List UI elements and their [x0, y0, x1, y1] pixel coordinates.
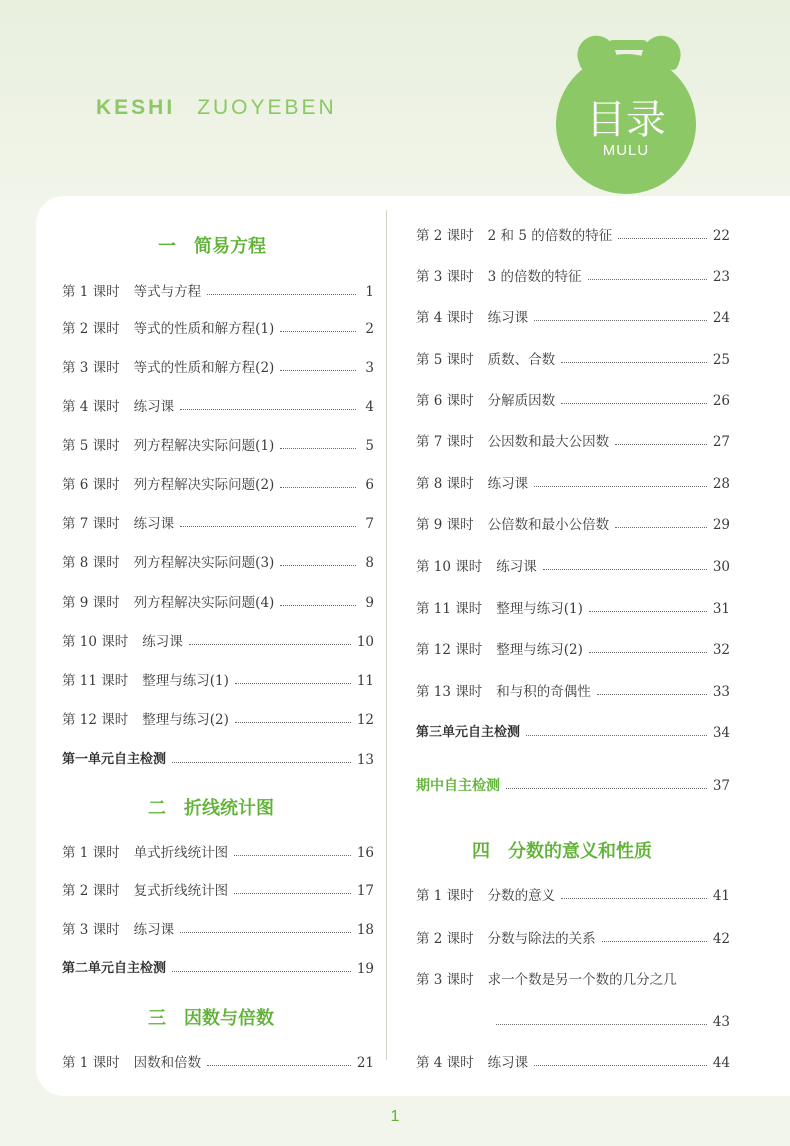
toc-entry[interactable] — [416, 307, 730, 329]
toc-entry[interactable] — [62, 631, 374, 653]
lesson-label: 第 9 课时 — [62, 595, 120, 611]
lesson-topic: 和与积的奇偶性 — [496, 684, 591, 700]
lesson-label: 第 11 课时 — [62, 673, 129, 689]
lesson-topic: 列方程解决实际问题(2) — [133, 477, 275, 493]
lesson-topic: 整理与练习(1) — [142, 673, 229, 689]
page-number: 6 — [365, 477, 374, 493]
page-number: 23 — [712, 269, 730, 285]
page-number: 41 — [712, 888, 730, 904]
toc-entry[interactable] — [62, 842, 374, 864]
toc-entry[interactable] — [416, 473, 730, 495]
lesson-topic: 因数和倍数 — [133, 1055, 202, 1071]
midterm-test-entry[interactable] — [416, 775, 730, 797]
unit-test-entry[interactable] — [62, 958, 374, 980]
lesson-label: 第 12 课时 — [62, 712, 129, 728]
leader-dots — [280, 605, 356, 606]
toc-entry[interactable] — [416, 928, 730, 950]
lesson-topic: 求一个数是另一个数的几分之几 — [487, 972, 677, 988]
toc-entry[interactable] — [62, 880, 374, 902]
lesson-label: 第 1 课时 — [62, 1055, 120, 1071]
toc-entry[interactable] — [416, 1052, 730, 1074]
toc-entry[interactable] — [416, 598, 730, 620]
leader-dots — [561, 403, 707, 404]
leader-dots — [543, 569, 707, 570]
leader-dots — [534, 486, 707, 487]
page-number: 18 — [356, 922, 374, 938]
page-number: 44 — [712, 1055, 730, 1071]
unit-heading-4 — [472, 837, 652, 863]
page-number: 11 — [356, 673, 374, 689]
unit-number: 二 — [148, 798, 166, 819]
lesson-label: 第 2 课时 — [62, 321, 120, 337]
page-number: 8 — [365, 555, 374, 571]
toc-entry[interactable] — [62, 1052, 374, 1074]
leader-dots — [280, 370, 356, 371]
page-number: 31 — [712, 601, 730, 617]
page-number: 27 — [712, 434, 730, 450]
page-number: 5 — [365, 438, 374, 454]
contents-subtitle: MULU — [602, 142, 650, 159]
page-number: 22 — [712, 228, 730, 244]
leader-dots — [589, 652, 707, 653]
page-number: 2 — [365, 321, 374, 337]
lesson-label: 第 3 课时 — [62, 360, 120, 376]
toc-entry[interactable] — [62, 474, 374, 496]
page-number: 16 — [356, 845, 374, 861]
leader-dots — [597, 694, 707, 695]
leader-dots — [172, 971, 351, 972]
unit-title: 折线统计图 — [184, 798, 274, 819]
lesson-label: 第 4 课时 — [62, 399, 120, 415]
lesson-label: 第 1 课时 — [62, 845, 120, 861]
page-number: 32 — [712, 642, 730, 658]
leader-dots — [534, 1065, 707, 1066]
toc-entry[interactable] — [416, 556, 730, 578]
leader-dots — [234, 893, 351, 894]
lesson-label: 第 13 课时 — [416, 684, 483, 700]
lesson-label: 第 8 课时 — [62, 555, 120, 571]
lesson-label: 第 7 课时 — [62, 516, 120, 532]
toc-entry[interactable] — [416, 681, 730, 703]
toc-entry[interactable] — [416, 349, 730, 371]
unit-number: 四 — [472, 841, 490, 862]
toc-entry[interactable] — [62, 357, 374, 379]
column-divider — [386, 210, 387, 1060]
leader-dots — [588, 279, 707, 280]
lesson-label: 第 3 课时 — [62, 922, 120, 938]
lesson-topic: 列方程解决实际问题(3) — [133, 555, 275, 571]
leader-dots — [234, 855, 351, 856]
page-number: 34 — [712, 725, 730, 741]
leader-dots — [602, 941, 707, 942]
unit-number: 一 — [158, 236, 176, 257]
lesson-topic: 单式折线统计图 — [133, 845, 229, 861]
lesson-label: 第 7 课时 — [416, 434, 474, 450]
leader-dots — [280, 448, 356, 449]
page-number: 7 — [365, 516, 374, 532]
lesson-label: 第 5 课时 — [416, 352, 474, 368]
lesson-topic: 列方程解决实际问题(4) — [133, 595, 275, 611]
unit-title: 分数的意义和性质 — [508, 841, 652, 862]
toc-entry[interactable] — [62, 513, 374, 535]
toc-entry[interactable] — [62, 670, 374, 692]
leader-dots — [180, 932, 351, 933]
toc-entry[interactable] — [416, 639, 730, 661]
lesson-topic: 练习课 — [133, 922, 175, 938]
unit-test-entry[interactable] — [416, 722, 730, 744]
lesson-topic: 整理与练习(1) — [496, 601, 583, 617]
alarm-clock-icon — [548, 24, 718, 194]
lesson-topic: 2 和 5 的倍数的特征 — [487, 228, 613, 244]
page-number: 4 — [365, 399, 374, 415]
unit-test-label: 第二单元自主检测 — [62, 961, 167, 976]
toc-entry[interactable] — [62, 919, 374, 941]
unit-number: 三 — [148, 1008, 166, 1029]
toc-entry[interactable] — [416, 266, 730, 288]
page-number: 25 — [712, 352, 730, 368]
lesson-topic: 等式与方程 — [133, 284, 202, 300]
lesson-topic: 练习课 — [133, 399, 175, 415]
lesson-label: 第 6 课时 — [416, 393, 474, 409]
page-number: 17 — [356, 883, 374, 899]
page-number: 29 — [712, 517, 730, 533]
toc-entry[interactable] — [416, 514, 730, 536]
leader-dots — [496, 1024, 707, 1025]
page-number: 42 — [712, 931, 730, 947]
page-number: 1 — [365, 284, 374, 300]
leader-dots — [280, 487, 356, 488]
leader-dots — [207, 1065, 351, 1066]
lesson-topic: 等式的性质和解方程(1) — [133, 321, 275, 337]
toc-entry[interactable] — [416, 431, 730, 453]
lesson-label: 第 2 课时 — [416, 931, 474, 947]
page-footer-number: 1 — [390, 1108, 400, 1125]
toc-entry[interactable] — [62, 281, 374, 303]
lesson-topic: 复式折线统计图 — [133, 883, 229, 899]
page-number: 26 — [712, 393, 730, 409]
toc-entry[interactable] — [62, 396, 374, 418]
page-number: 28 — [712, 476, 730, 492]
lesson-label: 第 1 课时 — [62, 284, 120, 300]
page-number: 33 — [712, 684, 730, 700]
midterm-test-label: 期中自主检测 — [416, 778, 500, 794]
lesson-label: 第 4 课时 — [416, 310, 474, 326]
leader-dots — [589, 611, 707, 612]
lesson-label: 第 9 课时 — [416, 517, 474, 533]
lesson-label: 第 3 课时 — [416, 972, 474, 988]
toc-entry[interactable] — [62, 435, 374, 457]
brand-word-2: ZUOYEBEN — [197, 96, 337, 119]
leader-dots — [180, 526, 356, 527]
leader-dots — [207, 294, 356, 295]
lesson-label: 第 2 课时 — [62, 883, 120, 899]
lesson-topic: 整理与练习(2) — [496, 642, 583, 658]
unit-heading-3 — [148, 1004, 274, 1030]
contents-title: 目录 — [586, 97, 666, 143]
unit-title: 因数与倍数 — [184, 1008, 274, 1029]
lesson-topic: 练习课 — [487, 476, 529, 492]
lesson-label: 第 5 课时 — [62, 438, 120, 454]
lesson-label: 第 6 课时 — [62, 477, 120, 493]
page-number: 13 — [356, 752, 374, 768]
lesson-label: 第 11 课时 — [416, 601, 483, 617]
page-number: 21 — [356, 1055, 374, 1071]
page-number: 10 — [356, 634, 374, 650]
lesson-label: 第 12 课时 — [416, 642, 483, 658]
leader-dots — [618, 238, 707, 239]
brand-title — [96, 96, 337, 120]
page-number: 43 — [712, 1014, 730, 1030]
page-number: 9 — [365, 595, 374, 611]
lesson-label: 第 10 课时 — [416, 559, 483, 575]
lesson-label: 第 3 课时 — [416, 269, 474, 285]
lesson-label: 第 2 课时 — [416, 228, 474, 244]
leader-dots — [280, 331, 356, 332]
toc-entry[interactable] — [62, 552, 374, 574]
lesson-topic: 练习课 — [487, 310, 529, 326]
lesson-topic: 分数的意义 — [487, 888, 556, 904]
toc-entry[interactable] — [416, 390, 730, 412]
brand-word-1: KESHI — [96, 96, 176, 119]
page-number: 30 — [712, 559, 730, 575]
lesson-topic: 练习课 — [142, 634, 183, 650]
unit-heading-2 — [148, 794, 274, 820]
toc-entry[interactable] — [62, 709, 374, 731]
unit-heading-1 — [158, 232, 266, 258]
lesson-topic: 练习课 — [487, 1055, 529, 1071]
lesson-label: 第 1 课时 — [416, 888, 474, 904]
leader-dots — [180, 409, 356, 410]
clock-handle — [608, 40, 648, 50]
lesson-topic: 练习课 — [496, 559, 537, 575]
toc-entry[interactable] — [416, 885, 730, 907]
unit-test-label: 第一单元自主检测 — [62, 752, 167, 767]
page-number: 3 — [365, 360, 374, 376]
unit-test-label: 第三单元自主检测 — [416, 725, 521, 740]
leader-dots — [235, 722, 351, 723]
lesson-topic: 整理与练习(2) — [142, 712, 229, 728]
page-number: 37 — [712, 778, 730, 794]
leader-dots — [235, 683, 351, 684]
leader-dots — [172, 762, 351, 763]
leader-dots — [506, 788, 707, 789]
page-number: 12 — [356, 712, 374, 728]
toc-entry[interactable] — [416, 225, 730, 247]
lesson-topic: 公因数和最大公因数 — [487, 434, 610, 450]
lesson-topic: 列方程解决实际问题(1) — [133, 438, 275, 454]
toc-entry[interactable] — [62, 318, 374, 340]
leader-dots — [534, 320, 707, 321]
lesson-topic: 等式的性质和解方程(2) — [133, 360, 275, 376]
page-number: 24 — [712, 310, 730, 326]
unit-title: 简易方程 — [194, 236, 266, 257]
lesson-label: 第 10 课时 — [62, 634, 129, 650]
lesson-topic: 公倍数和最小公倍数 — [487, 517, 610, 533]
leader-dots — [615, 444, 707, 445]
leader-dots — [526, 735, 707, 736]
unit-test-entry[interactable] — [62, 749, 374, 771]
lesson-label: 第 4 课时 — [416, 1055, 474, 1071]
lesson-topic: 分解质因数 — [487, 393, 556, 409]
leader-dots — [561, 898, 707, 899]
toc-entry-long-title[interactable] — [416, 969, 730, 991]
toc-entry[interactable] — [62, 592, 374, 614]
leader-dots — [561, 362, 707, 363]
lesson-label: 第 8 课时 — [416, 476, 474, 492]
lesson-topic: 3 的倍数的特征 — [487, 269, 582, 285]
page-number: 19 — [356, 961, 374, 977]
leader-dots — [615, 527, 707, 528]
leader-dots — [189, 644, 351, 645]
lesson-topic: 质数、合数 — [487, 352, 556, 368]
lesson-topic: 分数与除法的关系 — [487, 931, 596, 947]
toc-entry-continuation[interactable] — [496, 1011, 730, 1033]
lesson-topic: 练习课 — [133, 516, 175, 532]
leader-dots — [280, 565, 356, 566]
